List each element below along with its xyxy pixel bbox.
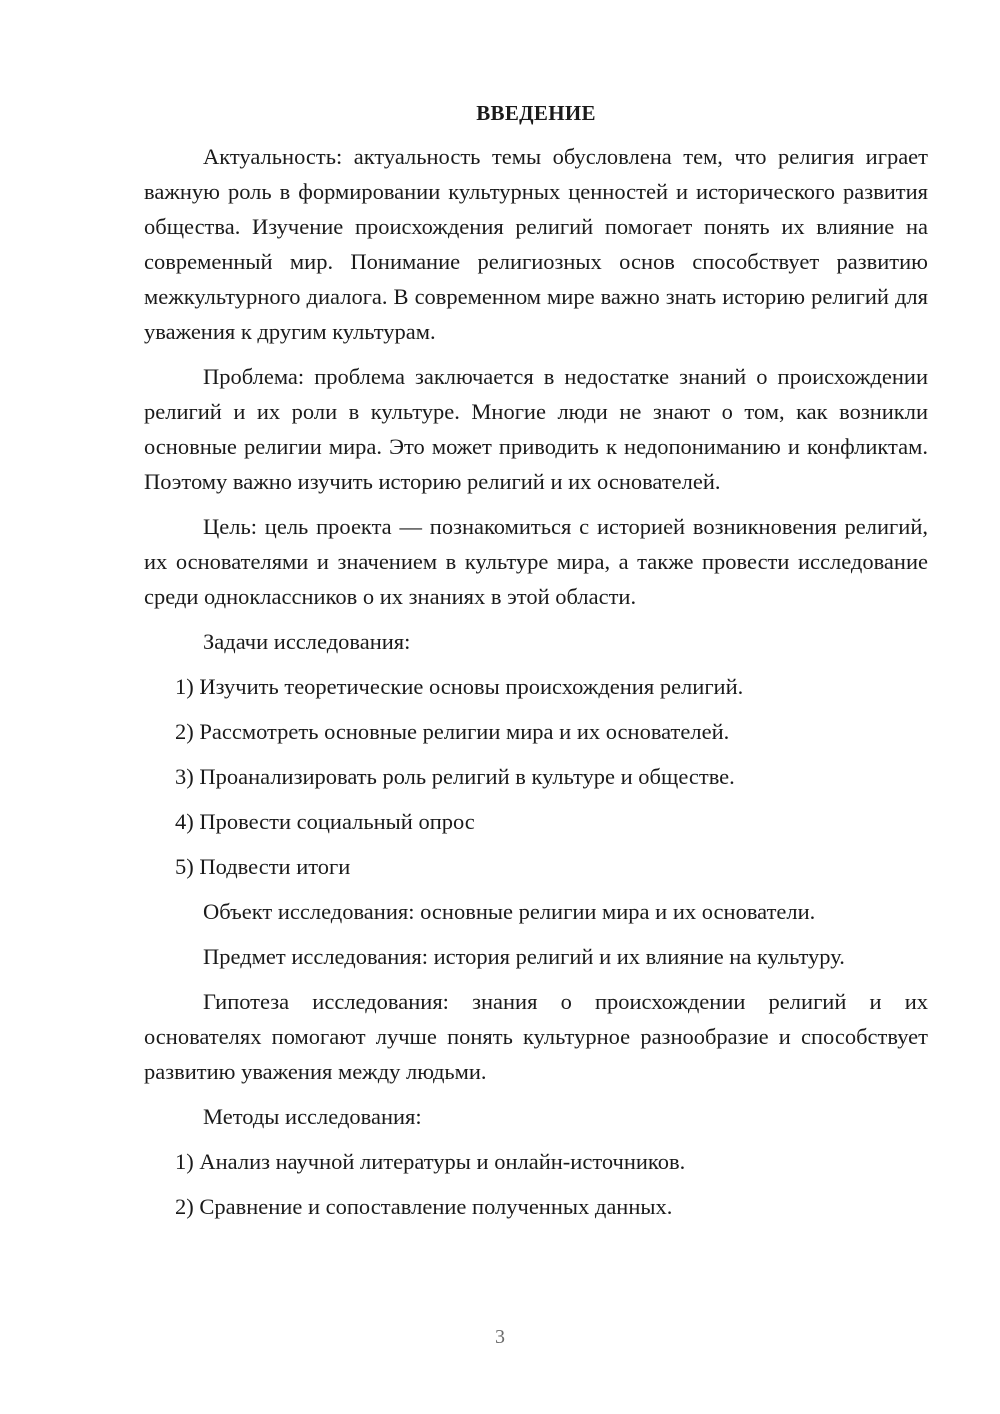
subject-line: Предмет исследования: история религий и их влияние на культуру. xyxy=(203,944,845,969)
relevance-paragraph: Актуальность: актуальность темы обусловлена тем, что религия играет важную роль в формировании культурных ценностей и исторического развития общества. Изучение происхождения религий помогает понять их влияние на современный мир. Понимание религиозных основ способствует развитию межкультурного диалога. В современном мире важно знать историю религий для уважения к другим культурам. xyxy=(144,144,928,344)
method-item: 1) Анализ научной литературы и онлайн-источников. xyxy=(175,1149,686,1174)
goal-paragraph: Цель: цель проекта — познакомиться с историей возникновения религий, их основателями и значением в культуре мира, а также провести исследование среди одноклассников о их знаниях в этой области. xyxy=(144,514,928,609)
page-number: 3 xyxy=(495,1326,505,1348)
task-item: 5) Подвести итоги xyxy=(175,854,351,879)
tasks-heading: Задачи исследования: xyxy=(203,629,411,654)
methods-heading: Методы исследования: xyxy=(203,1104,422,1129)
document-page xyxy=(144,96,928,1234)
task-item: 2) Рассмотреть основные религии мира и их основателей. xyxy=(175,719,730,744)
section-title: ВВЕДЕНИЕ xyxy=(476,101,596,125)
task-item: 1) Изучить теоретические основы происхождения религий. xyxy=(175,674,744,699)
method-item: 2) Сравнение и сопоставление полученных данных. xyxy=(175,1194,673,1219)
tasks-list xyxy=(144,669,928,884)
methods-list xyxy=(144,1144,928,1224)
task-item: 4) Провести социальный опрос xyxy=(175,809,475,834)
object-line: Объект исследования: основные религии мира и их основатели. xyxy=(203,899,816,924)
problem-paragraph: Проблема: проблема заключается в недостатке знаний о происхождении религий и их роли в культуре. Многие люди не знают о том, как возникли основные религии мира. Это может приводить к недопониманию и конфликтам. Поэтому важно изучить историю религий и их основателей. xyxy=(144,364,928,494)
task-item: 3) Проанализировать роль религий в культуре и обществе. xyxy=(175,764,735,789)
hypothesis-paragraph: Гипотеза исследования: знания о происхождении религий и их основателях помогают лучше понять культурное разнообразие и способствует развитию уважения между людьми. xyxy=(144,989,928,1084)
